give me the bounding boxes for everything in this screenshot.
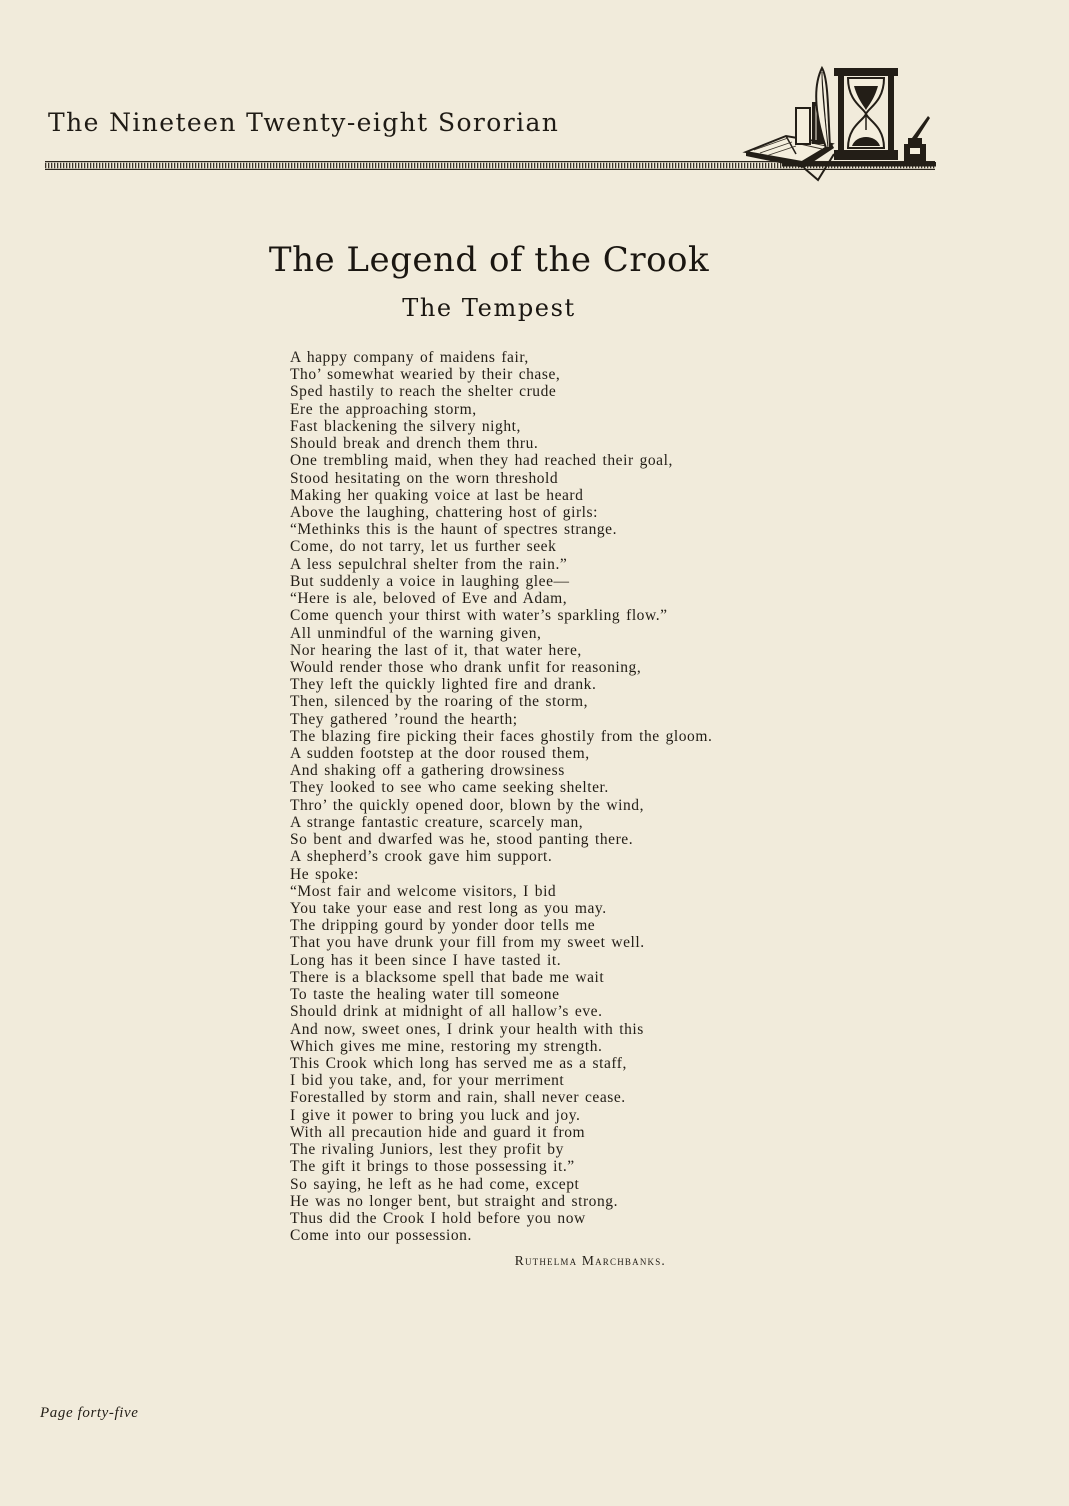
running-head: The Nineteen Twenty-eight Sororian	[48, 108, 560, 137]
poem-line: “Methinks this is the haunt of spectres strange.	[290, 521, 618, 539]
poem-line: Ere the approaching storm,	[290, 400, 477, 418]
poem-line: Nor hearing the last of it, that water here,	[290, 641, 582, 659]
poem-line: And shaking off a gathering drowsiness	[290, 762, 565, 780]
poem-line: One trembling maid, when they had reached their goal,	[290, 452, 673, 470]
poem-line: To taste the healing water till someone	[290, 986, 560, 1004]
poem-line: Tho’ somewhat wearied by their chase,	[290, 366, 561, 384]
poem-line: Sped hastily to reach the shelter crude	[290, 383, 557, 401]
author-signature: Ruthelma Marchbanks.	[514, 1253, 666, 1268]
poem-line: He spoke:	[290, 865, 359, 883]
poem-line: This Crook which long has served me as a staff,	[290, 1054, 627, 1072]
poem-line: The blazing fire picking their faces ghostily from the gloom.	[290, 727, 713, 745]
poem-line: And now, sweet ones, I drink your health with this	[290, 1020, 644, 1038]
article-subtitle: The Tempest	[402, 294, 576, 322]
poem-line: Thus did the Crook I hold before you now	[290, 1209, 586, 1227]
poem-line: “Here is ale, beloved of Eve and Adam,	[290, 590, 568, 608]
poem-line: Then, silenced by the roaring of the storm,	[290, 693, 589, 711]
poem-line: Long has it been since I have tasted it.	[290, 951, 562, 969]
poem-line: But suddenly a voice in laughing glee—	[290, 572, 570, 590]
poem-line: “Most fair and welcome visitors, I bid	[290, 882, 557, 900]
poem-line: Stood hesitating on the worn threshold	[290, 469, 559, 487]
poem-line: Would render those who drank unfit for reasoning,	[290, 658, 642, 676]
poem-line: Making her quaking voice at last be heard	[290, 486, 584, 504]
poem-line: I give it power to bring you luck and joy.	[290, 1106, 581, 1124]
poem-line: Thro’ the quickly opened door, blown by the wind,	[290, 796, 645, 814]
poem-line: A shepherd’s crook gave him support.	[290, 848, 553, 866]
poem-line: So saying, he left as he had come, except	[290, 1175, 580, 1193]
poem-line: Forestalled by storm and rain, shall never cease.	[290, 1089, 626, 1107]
poem-line: The dripping gourd by yonder door tells me	[290, 917, 596, 935]
poem-line: The gift it brings to those possessing it.”	[290, 1158, 575, 1176]
poem-line: Fast blackening the silvery night,	[290, 417, 521, 435]
poem-line: They looked to see who came seeking shelter.	[290, 779, 609, 797]
poem-line: Come, do not tarry, let us further seek	[290, 538, 557, 556]
poem-line: He was no longer bent, but straight and strong.	[290, 1192, 618, 1210]
poem-line: Which gives me mine, restoring my strength.	[290, 1037, 603, 1055]
poem-line: A less sepulchral shelter from the rain.”	[290, 555, 568, 573]
poem-line: A happy company of maidens fair,	[290, 349, 529, 366]
poem-body	[290, 349, 850, 1244]
poem-line: Should break and drench them thru.	[290, 435, 539, 453]
poem-line: I bid you take, and, for your merriment	[290, 1072, 565, 1090]
hourglass-books-inkwell-icon	[742, 58, 936, 182]
poem-line: The rivaling Juniors, lest they profit by	[290, 1141, 564, 1159]
poem-line: Above the laughing, chattering host of girls:	[290, 503, 598, 521]
poem-line: They gathered ’round the hearth;	[290, 710, 518, 728]
poem-line: Come into our possession.	[290, 1227, 472, 1245]
poem-line: You take your ease and rest long as you may.	[290, 900, 607, 917]
poem-line: A strange fantastic creature, scarcely man,	[290, 813, 584, 831]
poem-line: A sudden footstep at the door roused them,	[290, 745, 590, 763]
page-number: Page forty-five	[40, 1405, 139, 1421]
poem-line: Should drink at midnight of all hallow’s eve.	[290, 1003, 603, 1021]
poem-line: Come quench your thirst with water’s sparkling flow.”	[290, 607, 668, 625]
poem-line: With all precaution hide and guard it from	[290, 1123, 586, 1141]
article-title: The Legend of the Crook	[268, 240, 710, 280]
poem-line: That you have drunk your fill from my sweet well.	[290, 934, 645, 952]
poem-line: All unmindful of the warning given,	[290, 624, 542, 642]
poem-line: There is a blacksome spell that bade me wait	[290, 968, 605, 986]
poem-line: They left the quickly lighted fire and drank.	[290, 676, 597, 694]
poem-line: So bent and dwarfed was he, stood panting there.	[290, 831, 634, 849]
